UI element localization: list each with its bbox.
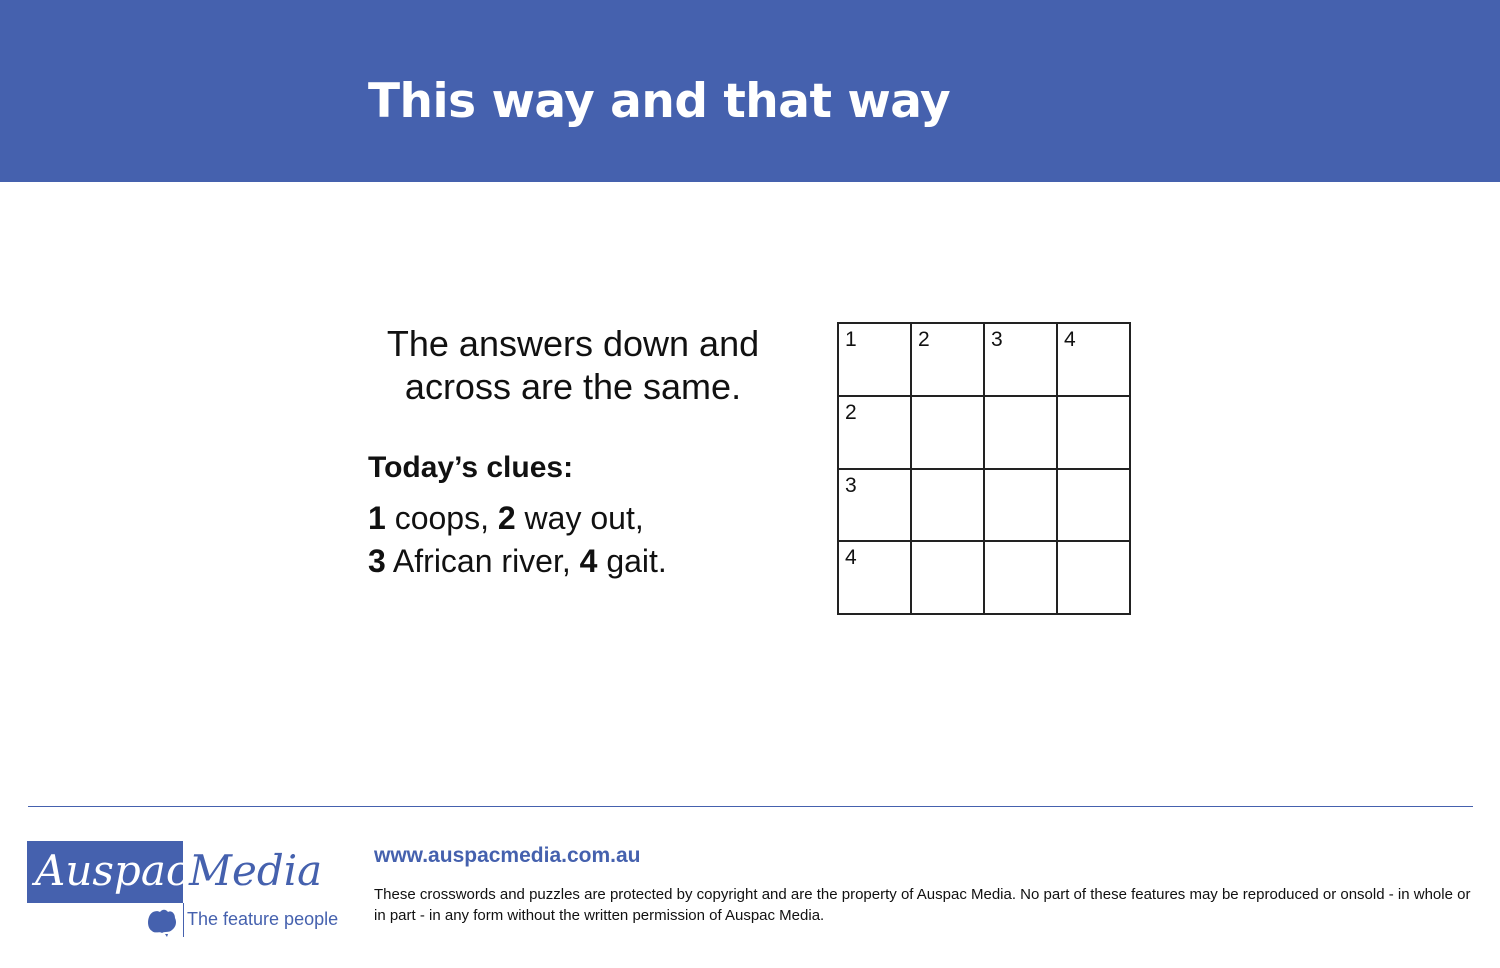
cell-number: 3 <box>845 473 857 497</box>
grid-cell <box>985 397 1058 470</box>
grid-cell <box>985 470 1058 543</box>
grid-cell <box>912 470 985 543</box>
puzzle-instructions: The answers down and across are the same. <box>386 323 760 407</box>
clue-number: 3 <box>368 543 386 579</box>
australia-map-icon <box>145 907 179 937</box>
auspac-media-logo <box>27 841 339 939</box>
logo-box <box>27 841 190 903</box>
grid-cell <box>1058 470 1131 543</box>
logo-tagline: The feature people <box>187 909 339 929</box>
grid-cell <box>839 542 912 615</box>
page-title: This way and that way <box>368 74 951 129</box>
grid-cell <box>912 324 985 397</box>
clue-number: 2 <box>497 500 516 536</box>
grid-cell <box>912 397 985 470</box>
grid-cell <box>985 324 1058 397</box>
clue-text: coops, <box>394 500 489 536</box>
grid-cell <box>1058 542 1131 615</box>
cell-number: 4 <box>1064 328 1076 351</box>
clue-text: African river, <box>392 543 571 579</box>
copyright-notice: These crosswords and puzzles are protected by copyright and are the property of Auspac Media. No part of these features may be reproduced or onsold - in whole or in part - in any form without the written permission of Auspac Media. <box>374 886 1471 924</box>
cell-number: 1 <box>845 328 857 351</box>
cell-number: 4 <box>845 546 857 570</box>
clue-line <box>368 498 644 538</box>
grid-cell <box>839 397 912 470</box>
cell-number: 3 <box>991 328 1003 351</box>
grid-cell <box>1058 324 1131 397</box>
website-link[interactable]: www.auspacmedia.com.au <box>374 844 641 867</box>
grid-cell <box>1058 397 1131 470</box>
logo-divider <box>183 903 184 937</box>
clue-number: 4 <box>579 543 598 579</box>
clue-text: gait. <box>606 543 667 579</box>
grid-cell <box>839 324 912 397</box>
clue-number: 1 <box>368 500 386 536</box>
logo-word-media: Media <box>189 846 323 895</box>
cell-number: 2 <box>918 328 930 351</box>
cell-number: 2 <box>845 400 857 424</box>
grid-cell <box>839 470 912 543</box>
clues-heading: Today’s clues: <box>368 451 574 484</box>
clue-line <box>368 541 667 581</box>
logo-word-auspac: Auspac <box>35 846 190 895</box>
clue-text: way out, <box>524 500 644 536</box>
header-banner <box>0 0 1500 182</box>
grid-cell <box>985 542 1058 615</box>
footer-divider <box>28 806 1473 807</box>
crossword-grid <box>837 322 1131 615</box>
grid-cell <box>912 542 985 615</box>
